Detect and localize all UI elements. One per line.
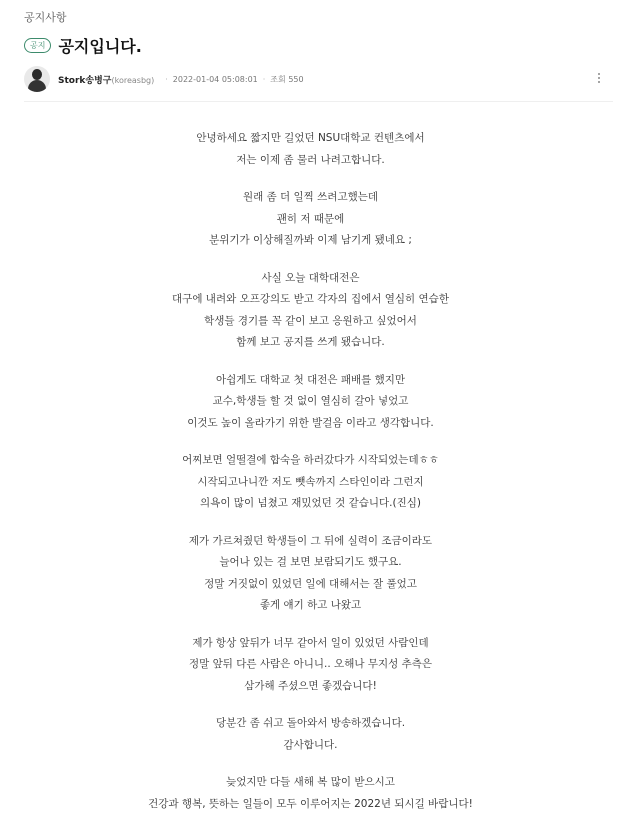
body-line: 괜히 저 때문에 [276, 212, 345, 225]
body-line: 저는 이제 좀 물러 나려고합니다. [236, 153, 385, 166]
divider [24, 101, 613, 102]
views-count: 550 [288, 74, 304, 84]
body-paragraph [0, 450, 621, 515]
body-line: 정말 앞뒤 다른 사람은 아니니.. 오해나 무지성 추측은 [188, 658, 433, 670]
body-paragraph [0, 633, 621, 698]
body-line: 안녕하세요 짧지만 길었던 NSU대학교 컨텐츠에서 [196, 132, 425, 144]
body-line: 정말 거짓없이 있었던 일에 대해서는 잘 풀었고 [204, 577, 417, 590]
body-paragraph [0, 128, 621, 171]
body-line: 삼가해 주셨으면 좋겠습니다! [244, 679, 377, 692]
body-line: 이것도 높이 올라가기 위한 발걸음 이라고 생각합니다. [187, 416, 434, 429]
body-line: 건강과 행복, 뜻하는 일들이 모두 이루어지는 2022년 되시길 바랍니다! [148, 797, 473, 810]
body-paragraph [0, 531, 621, 617]
body-line: 아쉽게도 대학교 첫 대전은 패배를 했지만 [215, 373, 406, 386]
breadcrumb[interactable]: 공지사항 [24, 11, 67, 24]
body-line: 대구에 내려와 오프강의도 받고 각자의 집에서 열심히 연습한 [172, 293, 449, 305]
body-line: 학생들 경기를 꼭 같이 보고 응원하고 싶었어서 [204, 314, 417, 327]
views-label: 조회 [270, 74, 286, 84]
post-title: 공지입니다. [58, 37, 142, 56]
more-options-icon[interactable] [595, 71, 603, 87]
author-nickname[interactable]: Stork송병구 [58, 75, 112, 86]
body-line: 제가 가르쳐줬던 학생들이 그 뒤에 실력이 조금이라도 [188, 534, 433, 547]
body-paragraph [0, 268, 621, 354]
body-line: 제가 항상 앞뒤가 너무 같아서 일이 있었던 사람인데 [192, 636, 429, 649]
body-line: 시작되고나니깐 저도 뺏속까지 스타인이라 그런지 [197, 475, 424, 488]
avatar[interactable] [24, 66, 50, 92]
body-line: 의욕이 많이 넘쳤고 재밌었던 것 같습니다.(진심) [200, 497, 421, 509]
post-title-row [24, 34, 142, 57]
body-line: 좋게 얘기 하고 나왔고 [259, 599, 362, 611]
body-line: 원래 좀 더 일찍 쓰려고했는데 [242, 191, 379, 203]
post-date: 2022-01-04 05:08:01 [172, 74, 258, 84]
notice-badge: 공지 [24, 38, 51, 53]
body-paragraph [0, 713, 621, 756]
post-meta: · 2022-01-04 05:08:01 · 조회 550 [165, 74, 304, 84]
body-line: 감사합니다. [283, 738, 338, 751]
body-line: 함께 보고 공지를 쓰게 됐습니다. [236, 336, 385, 348]
body-line: 분위기가 이상해질까봐 이제 남기게 됐네요 ; [209, 234, 412, 246]
body-line: 사실 오늘 대학대전은 [261, 271, 360, 284]
body-line: 늦었지만 다들 새해 복 많이 받으시고 [226, 776, 395, 788]
body-line: 어찌보면 얼떨결에 합숙을 하러갔다가 시작되었는데ㅎㅎ [182, 454, 439, 466]
body-line: 교수,학생들 할 것 없이 열심히 갈아 넣었고 [212, 395, 409, 407]
body-paragraph [0, 772, 621, 815]
body-paragraph [0, 187, 621, 252]
body-paragraph [0, 370, 621, 435]
author-row [24, 65, 613, 93]
body-line: 당분간 좀 쉬고 돌아와서 방송하겠습니다. [215, 717, 406, 729]
post-body [0, 128, 621, 831]
body-line: 늘어나 있는 걸 보면 보람되기도 했구요. [219, 556, 402, 568]
author-name[interactable] [58, 73, 154, 86]
author-id: (koreasbg) [111, 75, 155, 85]
